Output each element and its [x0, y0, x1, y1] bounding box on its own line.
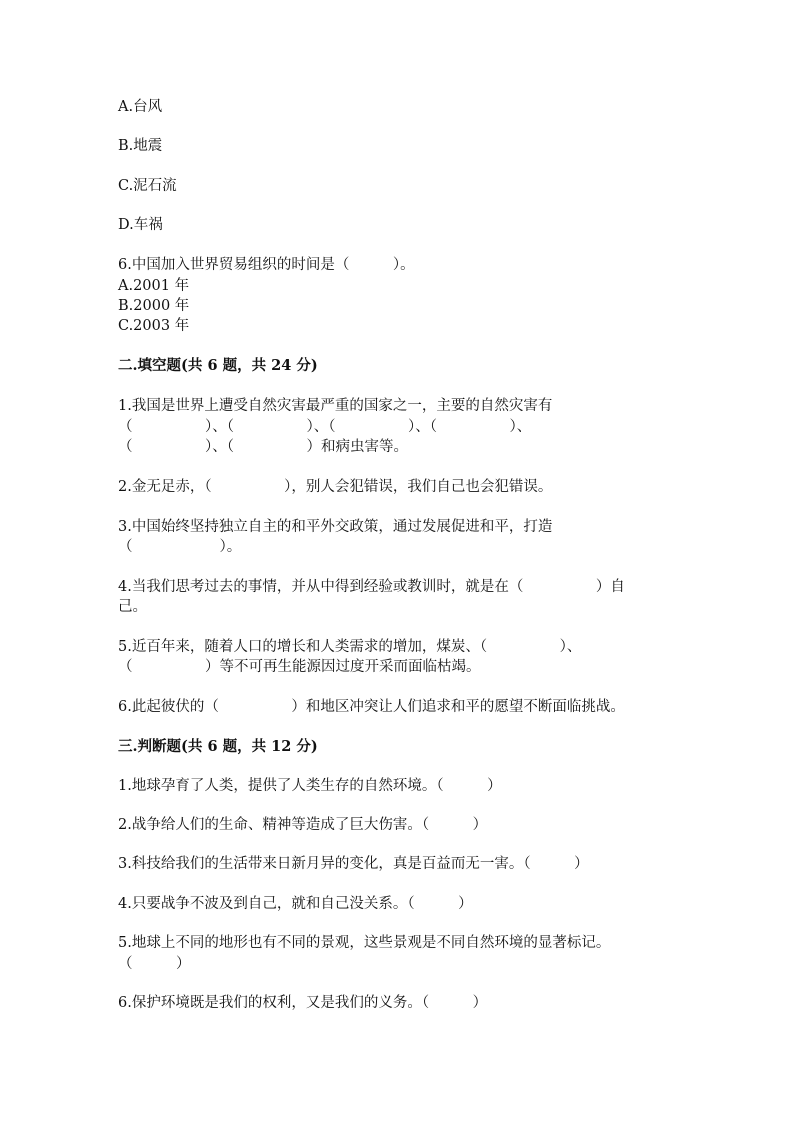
- fill-blank-item-2: 2.金无足赤，（ ），别人会犯错误，我们自己也会犯错误。: [118, 479, 553, 495]
- option-b: B.2000 年: [118, 298, 190, 314]
- question-stem: 6.中国加入世界贸易组织的时间是（ ）。: [118, 257, 415, 273]
- true-false-item-4: 4.只要战争不波及到自己，就和自己没关系。（ ）: [118, 896, 473, 912]
- fill-blank-item-4-line-1: 4.当我们思考过去的事情，并从中得到经验或教训时，就是在（ ）自: [118, 579, 625, 595]
- fill-blank-item-1-line-2: （ ）、（ ）、（ ）、（ ）、: [118, 419, 532, 435]
- fill-blank-item-6: 6.此起彼伏的（ ）和地区冲突让人们追求和平的愿望不断面临挑战。: [118, 699, 625, 715]
- true-false-item-1: 1.地球孕育了人类，提供了人类生存的自然环境。（ ）: [118, 778, 502, 794]
- section-heading-fill-blank: 二.填空题(共 6 题，共 24 分): [118, 357, 318, 374]
- section-heading-true-false: 三.判断题(共 6 题，共 12 分): [118, 738, 318, 755]
- true-false-item-5-line-2: （ ）: [118, 956, 191, 972]
- option-c: C.2003 年: [118, 318, 190, 334]
- option-c: C.泥石流: [118, 178, 177, 194]
- fill-blank-item-4-line-2: 己。: [118, 599, 147, 615]
- true-false-item-2: 2.战争给人们的生命、精神等造成了巨大伤害。（ ）: [118, 817, 488, 833]
- fill-blank-item-1-line-1: 1.我国是世界上遭受自然灾害最严重的国家之一，主要的自然灾害有: [118, 398, 553, 414]
- true-false-item-3: 3.科技给我们的生活带来日新月异的变化，真是百益而无一害。（ ）: [118, 856, 589, 872]
- option-a: A.2001 年: [118, 278, 190, 294]
- option-a: A.台风: [118, 99, 163, 115]
- fill-blank-item-5-line-1: 5.近百年来，随着人口的增长和人类需求的增加，煤炭、（ ）、: [118, 639, 582, 655]
- fill-blank-item-3-line-2: （ ）。: [118, 539, 242, 555]
- true-false-item-5-line-1: 5.地球上不同的地形也有不同的景观，这些景观是不同自然环境的显著标记。: [118, 935, 611, 951]
- fill-blank-item-1-line-3: （ ）、（ ）和病虫害等。: [118, 439, 408, 455]
- option-d: D.车祸: [118, 217, 163, 233]
- fill-blank-item-5-line-2: （ ）等不可再生能源因过度开采而面临枯竭。: [118, 659, 481, 675]
- option-b: B.地震: [118, 138, 163, 154]
- true-false-item-6: 6.保护环境既是我们的权利，又是我们的义务。（ ）: [118, 995, 488, 1011]
- fill-blank-item-3-line-1: 3.中国始终坚持独立自主的和平外交政策，通过发展促进和平，打造: [118, 519, 553, 535]
